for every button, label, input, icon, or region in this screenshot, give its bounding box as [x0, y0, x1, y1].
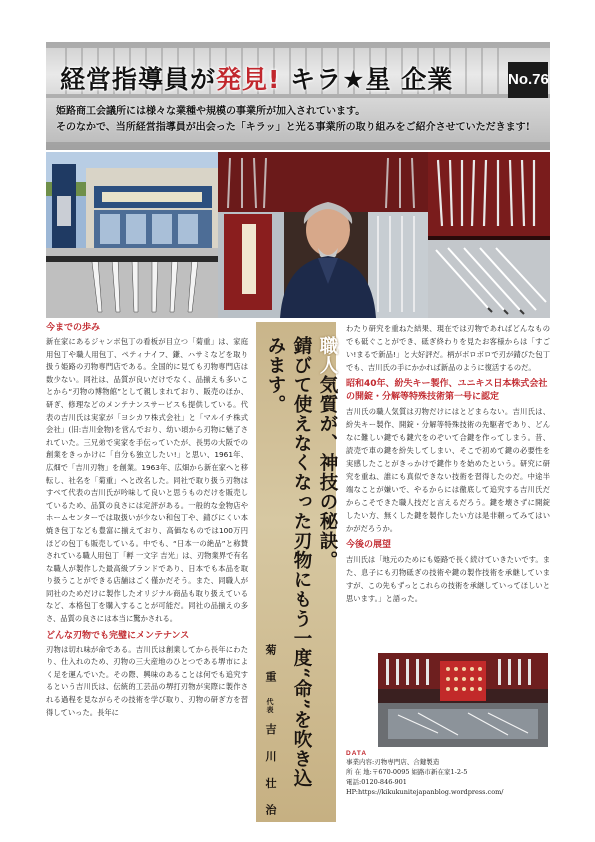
data-business: 事業内容:刃物専門店、合鍵製造: [346, 758, 440, 766]
representative-name: 菊 重 代表 吉 川 壮 治: [264, 644, 277, 822]
data-address: 所 在 地:〒670-0095 姫路市新在家1-2-5: [346, 768, 468, 776]
company-data-box: [346, 750, 550, 797]
header-lead-text: 姫路商工会議所には様々な業種や規模の事業所が加入されています。 そのなかで、当所経営指導員が出会った「キラッ」と光る事業所の取り組みをご紹介させていただきます!: [56, 106, 530, 133]
outlook-paragraph: 吉川氏は「地元のためにも姫路で長く続けていきたいです。また、息子にも刃物砥ぎの技術や鍵の製作技術を承継していますが、この先もずっとこれらの技術を承継していってほしいと思います。」と語った。: [346, 555, 550, 603]
history-paragraph: 新在家にあるジャンボ包丁の看板が目立つ「菊重」は、家庭用包丁や職人用包丁、ペティナイフ、鎌、ハサミなどを取り扱う姫路の刃物専門店である。全国的に見ても刃物専門店は数少ない。同社は、品質が良いだけでなく、品揃えも多いことから“刃物の博物館”として親しまれており、販売のほか、研ぎ、修理などのメンテナンスサービスも提供している。代表の吉川氏は実家が「ヨシカワ株式会社」と「マルイチ株式会社」(旧:吉川金物)を営んでおり、幼い頃から刃物に魅了されていた。三兄弟で実家を手伝っていたが、長男の大阪での創業をきっかけに「自分も独立したい!」と思い、1961年、広畑で「吉川刃物」を創業。1963年、広畑から新在家へと移転し、社名を「菊重」へと改名した。同社で取り扱う刃物はすべて代表の吉川氏が吟味して良いと思うものだけを販売しているため、品質の良さには定評がある。一般的な金物店やホームセンターでは取扱いが少ない和包丁や、錆びにくい本焼き包丁なども豊富に揃えており、高価なものでは100万円ほどの包丁も販売している。中でも、“日本一の絶品”と称賛されている職人用包丁「孵 一文字 吉光」は、刃物業界で有名な職人が製作した最高級ブランドであり、日本でも本品を取り扱うことができる店舗はごく僅かだそう。また、同職人が同社のためだけに製作したオリジナル商品も取り扱えているなど、本格包丁を購入することが可能だ。同社の品揃えの多さ、品質の良さには本当に驚かされる。: [46, 337, 248, 624]
knife-display-photo: [428, 152, 550, 318]
data-rows: [346, 757, 550, 797]
sharpening-paragraph: わたり研究を重ねた結果、現在では刃物であればどんなものでも砥ぐことができ、砥ぎ終わりを見たお客様からは「すごい!まるで新品!」と大好評だ。柄がボロボロで刃が錆びた包丁でも、吉川氏の手にかかれば新品のように復活するのだ。: [346, 324, 550, 372]
section-heading-history: 今までの歩み: [46, 323, 101, 333]
article-right-column: [346, 322, 550, 652]
section-heading-key-technology: 昭和40年、紛失キー製作、ユニキス日本株式会社の開錠・分解等特殊技術第一号に認定: [346, 379, 548, 402]
vertical-headline: 職人気質が、神技の秘訣。 錆びて使えなくなった刃物にもう一度“命”を吹き込みます。: [265, 336, 338, 789]
article-left-column: [46, 322, 248, 824]
section-heading-maintenance: どんな刃物でも完璧にメンテナンス: [46, 630, 190, 641]
issue-number-badge: No.76: [508, 62, 548, 98]
data-homepage-link[interactable]: HP:https://kikukunitejapanblog.wordpress.com/: [346, 788, 504, 796]
vertical-title-panel: [256, 322, 336, 822]
section-heading-outlook: 今後の展望: [346, 540, 392, 550]
header-banner: [46, 42, 550, 150]
maintenance-paragraph: 刃物は切れ味が命である。吉川氏は創業してから長年にわたり、仕入れのため、刃物の三大産地のひとつである堺市によく足を運んでいた。その際、興味のあることは何でも追究するという吉川氏は、伝統的工芸品の堺打刃物が実際に製作される過程を見ながらその技術を学び取り、刃物の研ぎ方を習得していった。長年に: [46, 644, 248, 717]
owner-portrait-photo: [218, 152, 428, 318]
data-phone: 電話:0120-846-901: [346, 778, 407, 786]
header-title: 経営指導員が発見! キラ★星 企業: [60, 65, 454, 94]
key-technology-paragraph: 吉川氏の職人気質は刃物だけにはとどまらない。吉川氏は、紛失キー製作、開錠・分解等特殊技術の先駆者であり、どんなに難しい鍵でも鍵穴をのぞいて合鍵を作ってしまう。昔、読売で車の鍵を紛失してしまい、そこで初めて鍵の必要性を実感したことがきっかけで鍵作りを始めたという。研究に研究を重ね、誰にも真似できない技術を習得したのだ。中途半端なことが嫌いで、やるからには徹底して追究する吉川氏だからこそできた職人技だと言えるだろう。鍵を壊さずに開錠したい方、無くした鍵を製作したい方は是非頼ってみてはいかがだろうか。: [346, 407, 550, 533]
photo-strip: [46, 152, 550, 318]
storefront-photo: [46, 152, 218, 318]
data-heading: DATA: [346, 750, 368, 757]
shop-interior-photo: [378, 653, 548, 747]
